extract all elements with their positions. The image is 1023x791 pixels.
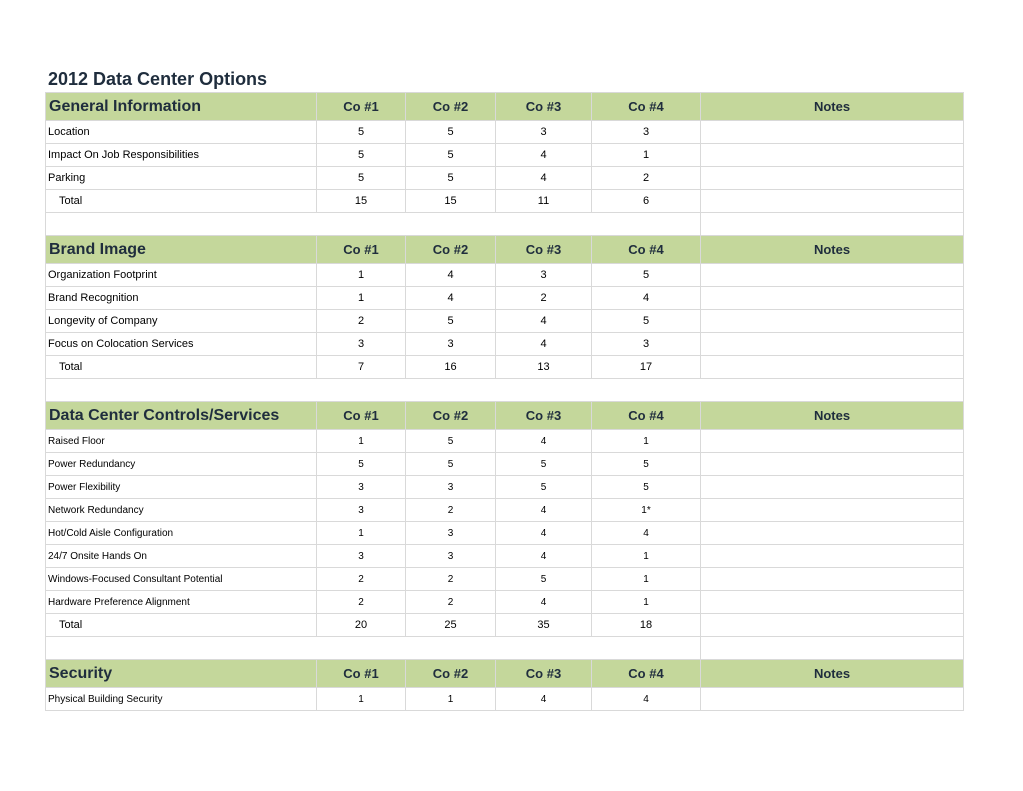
column-header: Co #3 — [496, 236, 592, 264]
empty-cell[interactable] — [46, 379, 964, 402]
column-header-notes: Notes — [701, 660, 964, 688]
column-header: Co #2 — [406, 402, 496, 430]
score-cell[interactable]: 1 — [317, 430, 406, 453]
score-cell[interactable]: 4 — [592, 688, 701, 711]
score-cell[interactable]: 2 — [317, 591, 406, 614]
column-header: Co #1 — [317, 93, 406, 121]
total-cell[interactable]: 15 — [317, 190, 406, 213]
score-cell[interactable]: 3 — [406, 476, 496, 499]
total-row — [46, 614, 964, 637]
column-header: Co #4 — [592, 402, 701, 430]
table-row — [46, 167, 964, 190]
table-row — [46, 430, 964, 453]
score-cell[interactable]: 1* — [592, 499, 701, 522]
score-cell[interactable]: 2 — [317, 310, 406, 333]
score-cell[interactable]: 4 — [406, 264, 496, 287]
total-row — [46, 356, 964, 379]
score-cell[interactable]: 5 — [592, 264, 701, 287]
score-cell[interactable]: 5 — [317, 121, 406, 144]
score-cell[interactable]: 3 — [317, 476, 406, 499]
score-cell[interactable]: 2 — [406, 591, 496, 614]
total-cell[interactable]: 15 — [406, 190, 496, 213]
column-header: Co #3 — [496, 660, 592, 688]
row-label[interactable]: Organization Footprint — [46, 264, 317, 287]
score-cell[interactable]: 5 — [496, 568, 592, 591]
row-label[interactable]: Impact On Job Responsibilities — [46, 144, 317, 167]
score-cell[interactable]: 3 — [496, 121, 592, 144]
score-cell[interactable]: 4 — [496, 430, 592, 453]
table-row — [46, 545, 964, 568]
row-label[interactable]: Parking — [46, 167, 317, 190]
notes-cell[interactable] — [701, 333, 964, 356]
score-cell[interactable]: 3 — [496, 264, 592, 287]
score-cell[interactable]: 1 — [592, 568, 701, 591]
table-row — [46, 333, 964, 356]
score-cell[interactable]: 5 — [592, 310, 701, 333]
empty-cell[interactable] — [701, 637, 964, 660]
score-cell[interactable]: 5 — [317, 144, 406, 167]
notes-cell[interactable] — [701, 614, 964, 637]
notes-cell[interactable] — [701, 121, 964, 144]
score-cell[interactable]: 5 — [406, 144, 496, 167]
notes-cell[interactable] — [701, 453, 964, 476]
score-cell[interactable]: 4 — [406, 287, 496, 310]
score-cell[interactable]: 1 — [406, 688, 496, 711]
score-cell[interactable]: 3 — [592, 333, 701, 356]
row-label[interactable]: Physical Building Security — [46, 688, 317, 711]
column-header: Co #1 — [317, 660, 406, 688]
notes-cell[interactable] — [701, 144, 964, 167]
row-label[interactable]: Windows-Focused Consultant Potential — [46, 568, 317, 591]
column-header: Co #4 — [592, 660, 701, 688]
score-cell[interactable]: 4 — [496, 591, 592, 614]
score-cell[interactable]: 4 — [496, 333, 592, 356]
section-title: Data Center Controls/Services — [46, 402, 317, 430]
row-label[interactable]: Power Flexibility — [46, 476, 317, 499]
score-cell[interactable]: 5 — [406, 310, 496, 333]
column-header: Co #2 — [406, 236, 496, 264]
score-cell[interactable]: 1 — [317, 688, 406, 711]
score-cell[interactable]: 4 — [496, 499, 592, 522]
total-cell[interactable]: 7 — [317, 356, 406, 379]
notes-cell[interactable] — [701, 499, 964, 522]
total-cell[interactable]: 35 — [496, 614, 592, 637]
score-cell[interactable]: 5 — [592, 453, 701, 476]
notes-cell[interactable] — [701, 167, 964, 190]
column-header: Co #2 — [406, 660, 496, 688]
row-label[interactable]: 24/7 Onsite Hands On — [46, 545, 317, 568]
score-cell[interactable]: 2 — [592, 167, 701, 190]
spacer-row — [46, 213, 964, 236]
notes-cell[interactable] — [701, 264, 964, 287]
total-label[interactable]: Total — [46, 190, 317, 213]
notes-cell[interactable] — [701, 356, 964, 379]
notes-cell[interactable] — [701, 476, 964, 499]
table-row — [46, 121, 964, 144]
table-row — [46, 591, 964, 614]
score-cell[interactable]: 5 — [317, 453, 406, 476]
notes-cell[interactable] — [701, 545, 964, 568]
total-row — [46, 190, 964, 213]
section-header — [46, 402, 964, 430]
score-cell[interactable]: 4 — [496, 167, 592, 190]
section-title: General Information — [46, 93, 317, 121]
row-label[interactable]: Hot/Cold Aisle Configuration — [46, 522, 317, 545]
score-cell[interactable]: 1 — [317, 264, 406, 287]
row-label[interactable]: Network Redundancy — [46, 499, 317, 522]
score-cell[interactable]: 4 — [592, 522, 701, 545]
score-cell[interactable]: 1 — [317, 287, 406, 310]
row-label[interactable]: Raised Floor — [46, 430, 317, 453]
score-cell[interactable]: 3 — [317, 333, 406, 356]
table-row — [46, 522, 964, 545]
empty-cell[interactable] — [701, 213, 964, 236]
total-label[interactable]: Total — [46, 356, 317, 379]
column-header: Co #1 — [317, 236, 406, 264]
notes-cell[interactable] — [701, 522, 964, 545]
score-cell[interactable]: 3 — [317, 545, 406, 568]
table-row — [46, 688, 964, 711]
score-cell[interactable]: 4 — [496, 688, 592, 711]
row-label[interactable]: Longevity of Company — [46, 310, 317, 333]
column-header: Co #4 — [592, 236, 701, 264]
row-label[interactable]: Brand Recognition — [46, 287, 317, 310]
score-cell[interactable]: 3 — [406, 545, 496, 568]
column-header: Co #3 — [496, 402, 592, 430]
column-header: Co #1 — [317, 402, 406, 430]
spacer-row — [46, 379, 964, 402]
total-cell[interactable]: 11 — [496, 190, 592, 213]
total-cell[interactable]: 17 — [592, 356, 701, 379]
table-row — [46, 453, 964, 476]
score-cell[interactable]: 5 — [317, 167, 406, 190]
score-cell[interactable]: 5 — [592, 476, 701, 499]
spacer-row — [46, 637, 964, 660]
notes-cell[interactable] — [701, 591, 964, 614]
table-row — [46, 499, 964, 522]
total-cell[interactable]: 6 — [592, 190, 701, 213]
score-cell[interactable]: 5 — [406, 453, 496, 476]
score-cell[interactable]: 2 — [317, 568, 406, 591]
score-cell[interactable]: 4 — [496, 310, 592, 333]
score-cell[interactable]: 4 — [496, 545, 592, 568]
score-cell[interactable]: 4 — [496, 522, 592, 545]
column-header-notes: Notes — [701, 236, 964, 264]
total-cell[interactable]: 18 — [592, 614, 701, 637]
options-sheet — [45, 92, 964, 711]
row-label[interactable]: Location — [46, 121, 317, 144]
score-cell[interactable]: 1 — [592, 545, 701, 568]
score-cell[interactable]: 3 — [406, 522, 496, 545]
section-header — [46, 660, 964, 688]
column-header: Co #4 — [592, 93, 701, 121]
row-label[interactable]: Power Redundancy — [46, 453, 317, 476]
score-cell[interactable]: 2 — [496, 287, 592, 310]
table-row — [46, 476, 964, 499]
section-header — [46, 93, 964, 121]
table-row — [46, 144, 964, 167]
total-label[interactable]: Total — [46, 614, 317, 637]
score-cell[interactable]: 5 — [406, 167, 496, 190]
total-cell[interactable]: 16 — [406, 356, 496, 379]
notes-cell[interactable] — [701, 190, 964, 213]
score-cell[interactable]: 5 — [406, 121, 496, 144]
empty-cell[interactable] — [46, 637, 701, 660]
total-cell[interactable]: 25 — [406, 614, 496, 637]
section-title: Security — [46, 660, 317, 688]
notes-cell[interactable] — [701, 568, 964, 591]
score-cell[interactable]: 4 — [592, 287, 701, 310]
score-cell[interactable]: 1 — [592, 591, 701, 614]
empty-cell[interactable] — [46, 213, 701, 236]
score-cell[interactable]: 1 — [592, 144, 701, 167]
notes-cell[interactable] — [701, 310, 964, 333]
score-cell[interactable]: 5 — [406, 430, 496, 453]
total-cell[interactable]: 13 — [496, 356, 592, 379]
column-header-notes: Notes — [701, 93, 964, 121]
score-cell[interactable]: 1 — [317, 522, 406, 545]
score-cell[interactable]: 4 — [496, 144, 592, 167]
table-row — [46, 287, 964, 310]
score-cell[interactable]: 5 — [496, 476, 592, 499]
section-title: Brand Image — [46, 236, 317, 264]
score-cell[interactable]: 3 — [592, 121, 701, 144]
table-row — [46, 310, 964, 333]
score-cell[interactable]: 5 — [496, 453, 592, 476]
row-label[interactable]: Focus on Colocation Services — [46, 333, 317, 356]
total-cell[interactable]: 20 — [317, 614, 406, 637]
score-cell[interactable]: 3 — [317, 499, 406, 522]
notes-cell[interactable] — [701, 688, 964, 711]
table-row — [46, 264, 964, 287]
notes-cell[interactable] — [701, 430, 964, 453]
score-cell[interactable]: 2 — [406, 568, 496, 591]
column-header: Co #2 — [406, 93, 496, 121]
score-cell[interactable]: 1 — [592, 430, 701, 453]
score-cell[interactable]: 3 — [406, 333, 496, 356]
row-label[interactable]: Hardware Preference Alignment — [46, 591, 317, 614]
table-row — [46, 568, 964, 591]
column-header-notes: Notes — [701, 402, 964, 430]
page-title: 2012 Data Center Options — [48, 69, 268, 89]
score-cell[interactable]: 2 — [406, 499, 496, 522]
column-header: Co #3 — [496, 93, 592, 121]
notes-cell[interactable] — [701, 287, 964, 310]
section-header — [46, 236, 964, 264]
